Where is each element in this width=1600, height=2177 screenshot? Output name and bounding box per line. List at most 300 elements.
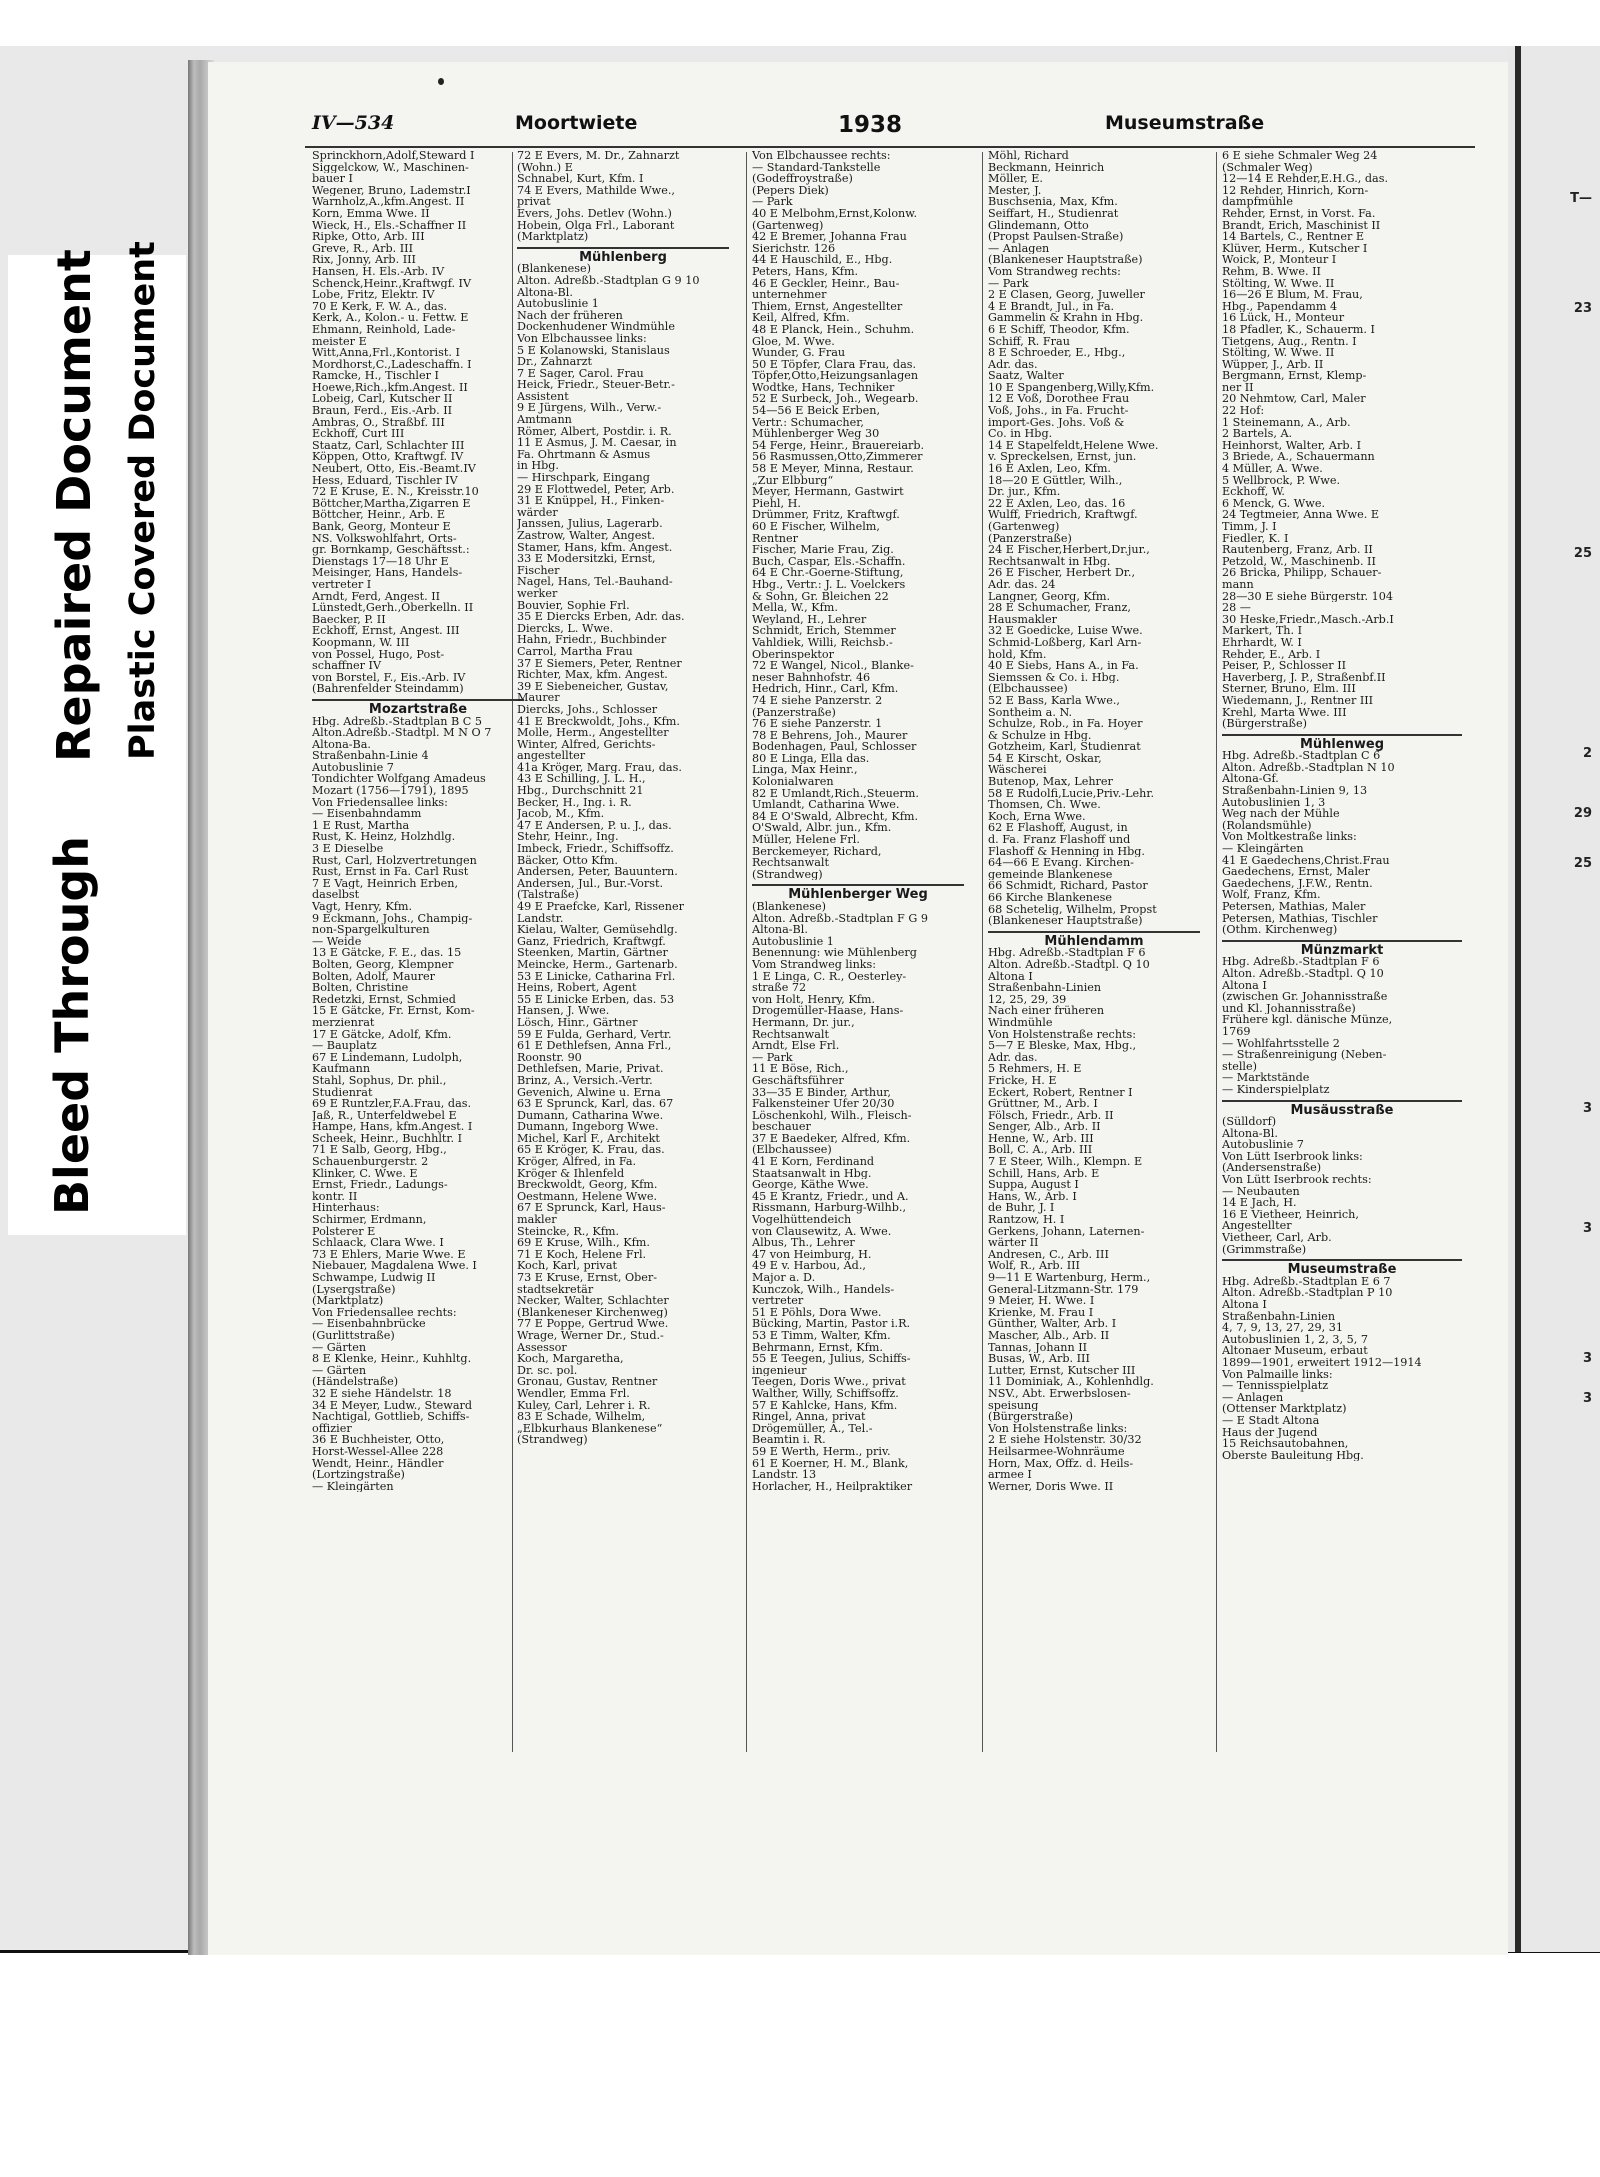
directory-entry: 41 E Gaedechens,Christ.Frau (1222, 854, 1390, 867)
directory-entry: Benennung: wie Mühlenberg (752, 947, 917, 959)
directory-entry: Buschsenia, Max, Kfm. (988, 196, 1118, 208)
directory-entry: Altona I (988, 970, 1033, 983)
neighbor-page-fragment: 3 (1582, 1351, 1592, 1366)
directory-entry: Maurer (517, 692, 560, 704)
directory-entry: Tondichter Wolfgang Amadeus (312, 773, 486, 786)
directory-entry: Alton. Adreßb.-Stadtplan P 10 (1222, 1287, 1393, 1299)
directory-entry: Michel, Karl F., Architekt (517, 1132, 660, 1145)
directory-entry: Straßenbahn-Linien (1222, 1310, 1336, 1323)
directory-entry: Nach einer früheren (988, 1005, 1105, 1017)
label-plastic-covered: Plastic Covered Document (123, 241, 163, 760)
directory-entry: Janssen, Julius, Lagerarb. (517, 518, 663, 530)
directory-entry: Wieck, H., Els.-Schaffner II (312, 219, 467, 232)
directory-entry: Schmidt, Erich, Stemmer (752, 625, 896, 637)
directory-entry: Angestellter (1222, 1220, 1292, 1233)
directory-entry: 9 Eckmann, Johs., Champig- (312, 912, 473, 925)
directory-entry: und Kl. Johannisstraße) (1222, 1002, 1356, 1015)
directory-entry: 74 E siehe Panzerstr. 2 (752, 694, 883, 707)
directory-entry: Witt,Anna,Frl.,Kontorist. I (312, 347, 460, 359)
directory-entry: „Zur Elbburg“ (752, 474, 834, 487)
directory-entry: 50 E Töpfer, Clara Frau, das. (752, 358, 917, 371)
directory-entry: (Propst Paulsen-Straße) (988, 231, 1124, 243)
directory-entry: 54 E Kirscht, Oskar, (988, 752, 1102, 765)
directory-entry: Adr. das. (988, 358, 1038, 371)
directory-entry: 7 E Steer, Wilh., Klempn. E (988, 1156, 1143, 1168)
directory-entry: (Othm. Kirchenweg) (1222, 924, 1338, 936)
directory-entry: Gronau, Gustav, Rentner (517, 1376, 658, 1388)
directory-column-5 (1222, 150, 1462, 1850)
directory-entry: — Straßenreinigung (Neben- (1222, 1049, 1387, 1061)
directory-entry: Vahldiek, Willi, Reichsb.- (752, 636, 893, 649)
directory-entry: 72 E Kruse, E. N., Kreisstr.10 (312, 486, 479, 498)
directory-entry: Wendt, Heinr., Händler (312, 1457, 444, 1470)
directory-entry: 11 E Böse, Rich., (752, 1063, 849, 1075)
directory-entry: Mascher, Alb., Arb. II (988, 1329, 1110, 1342)
directory-entry: 55 E Linicke Erben, das. 53 (517, 993, 675, 1006)
directory-entry: Markert, Th. I (1222, 625, 1303, 637)
header-left-street: Moortwiete (515, 112, 638, 134)
directory-entry: (Gartenweg) (988, 521, 1060, 533)
directory-entry: & Sohn, Gr. Bleichen 22 (752, 590, 889, 603)
directory-entry: — Kleingärten (312, 1480, 394, 1493)
directory-entry: Mella, W., Kfm. (752, 602, 838, 614)
directory-entry: 56 Rasmussen,Otto,Zimmerer (752, 451, 923, 464)
directory-entry: hold, Kfm. (988, 648, 1047, 661)
directory-entry: Landstr. (517, 912, 564, 925)
directory-entry: Gevenich, Alwine u. Erna (517, 1086, 661, 1099)
directory-entry: Heick, Friedr., Steuer-Betr.- (517, 379, 675, 391)
directory-entry: Koch, Karl, privat (517, 1260, 618, 1272)
directory-entry: 40 E Siebs, Hans A., in Fa. (988, 660, 1139, 672)
directory-entry: 48 E Planck, Hein., Schuhm. (752, 323, 915, 336)
directory-entry: Gaedechens, J.F.W., Rentn. (1222, 877, 1373, 890)
directory-entry: 73 E Kruse, Ernst, Ober- (517, 1272, 658, 1284)
directory-entry: Tietgens, Aug., Rentn. I (1222, 335, 1357, 348)
directory-entry: Alton. Adreßb.-Stadtplan F G 9 (752, 912, 928, 925)
directory-entry: von Clausewitz, A. Wwe. (752, 1225, 892, 1238)
directory-entry: Becker, H., Ing. i. R. (517, 796, 632, 809)
directory-entry: Fricke, H. E (988, 1074, 1057, 1087)
directory-entry: 5 Wellbrock, P. Wwe. (1222, 474, 1341, 487)
directory-entry: 69 E Kruse, Wilh., Kfm. (517, 1237, 650, 1249)
directory-entry: 20 Nehmtow, Carl, Maler (1222, 393, 1366, 406)
directory-entry: v. Spreckelsen, Ernst, jun. (988, 451, 1137, 464)
directory-entry: 8 E Schroeder, E., Hbg., (988, 347, 1126, 359)
directory-entry: Altona-Bl. (1222, 1127, 1278, 1140)
directory-entry: 62 E Flashoff, August, in (988, 822, 1128, 835)
directory-entry: Thiem, Ernst, Angestellter (752, 300, 903, 313)
directory-entry: 36 E Buchheister, Otto, (312, 1434, 445, 1446)
directory-entry: (Lortzingstraße) (312, 1469, 405, 1481)
directory-entry: werker (517, 587, 558, 600)
directory-entry: Rantzow, H. I (988, 1214, 1065, 1226)
directory-entry: 5 Rehmers, H. E (988, 1063, 1082, 1075)
directory-entry: 37 E Siemers, Peter, Rentner (517, 657, 682, 670)
directory-entry: Keil, Alfred, Kfm. (752, 312, 850, 324)
directory-entry: Horlacher, H., Heilpraktiker (752, 1480, 913, 1493)
directory-entry: von Borstel, F., Eis.-Arb. IV (312, 671, 466, 684)
directory-entry: 2 E Clasen, Georg, Juweller (988, 289, 1145, 301)
directory-entry: 9 E Jürgens, Wilh., Verw.- (517, 402, 662, 415)
directory-entry: Von Moltkestraße links: (1222, 831, 1357, 844)
directory-entry: Möhl, Richard (988, 150, 1069, 162)
directory-entry: Korn, Emma Wwe. II (312, 207, 430, 220)
directory-entry: 37 E Baedeker, Alfred, Kfm. (752, 1132, 911, 1145)
directory-entry: Altona-Gf. (1222, 773, 1279, 786)
directory-entry: Polsterer E (312, 1225, 376, 1238)
directory-column-4 (988, 150, 1200, 1850)
directory-entry: Autobuslinie 1 (752, 935, 834, 948)
directory-entry: Von Lütt Iserbrook rechts: (1222, 1174, 1372, 1186)
directory-entry: Oberinspektor (752, 648, 834, 661)
directory-entry: Major a. D. (752, 1272, 816, 1284)
directory-entry: Andersen, Peter, Bauuntern. (517, 866, 678, 878)
directory-entry: non-Spargelkulturen (312, 924, 430, 936)
directory-entry: — Park (752, 1051, 793, 1064)
directory-entry: Schenck,Heinr.,Kraftwgf. IV (312, 277, 472, 290)
directory-entry: kontr. II (312, 1190, 358, 1203)
directory-entry: privat (517, 196, 551, 208)
directory-entry: vertreter I (312, 578, 372, 591)
directory-entry: 17 E Gätcke, Adolf, Kfm. (312, 1028, 452, 1041)
directory-entry: Sprinckhorn,Adolf,Steward I (312, 150, 475, 162)
directory-entry: Schwampe, Ludwig II (312, 1272, 436, 1284)
directory-entry: (Bürgerstraße) (1222, 718, 1307, 730)
directory-entry: (Blankenese) (752, 901, 826, 913)
directory-entry: 83 E Schade, Wilhelm, (517, 1411, 646, 1423)
directory-entry: Wäscherei (988, 764, 1047, 777)
directory-entry: Staatz, Carl, Schlachter III (312, 439, 465, 452)
directory-entry: Bolten, Georg, Klempner (312, 958, 454, 971)
directory-entry: Autobuslinien 1, 3 (1222, 796, 1326, 809)
directory-entry: Hahn, Friedr., Buchbinder (517, 634, 667, 646)
directory-entry: 22 Hof: (1222, 405, 1265, 417)
directory-entry: 2 E siehe Holstenstr. 30/32 (988, 1434, 1142, 1446)
directory-entry: 31 E Knüppel, H., Finken- (517, 495, 665, 507)
directory-entry: neser Bahnhofstr. 46 (752, 671, 871, 684)
directory-entry: 5 E Kolanowski, Stanislaus (517, 344, 670, 357)
directory-entry: 49 E v. Harbou, Ad., (752, 1260, 866, 1272)
directory-entry: Steincke, R., Kfm. (517, 1225, 620, 1238)
directory-entry: Rehm, B. Wwe. II (1222, 265, 1321, 278)
directory-entry: Stölting, W. Wwe. II (1222, 347, 1335, 359)
directory-entry: (Rolandsmühle) (1222, 819, 1312, 832)
directory-entry: Berckemeyer, Richard, (752, 845, 882, 858)
directory-entry: — Hirschpark, Eingang (517, 472, 650, 484)
directory-entry: Hbg. Adreßb.-Stadtplan F 6 (988, 947, 1146, 959)
directory-entry: Petzold, W., Maschinenb. II (1222, 555, 1376, 568)
directory-entry: — Tennisspielplatz (1222, 1380, 1329, 1392)
directory-entry: 59 E Fulda, Gerhard, Vertr. (517, 1028, 672, 1041)
directory-entry: — Marktstände (1222, 1072, 1310, 1084)
street-heading: Musäusstraße (1222, 1100, 1462, 1117)
directory-entry: Vagt, Henry, Kfm. (312, 901, 413, 913)
directory-entry: Dr. jur., Kfm. (988, 486, 1061, 498)
directory-entry: 10 E Spangenberg,Willy,Kfm. (988, 381, 1155, 394)
directory-entry: Von Holstenstraße rechts: (988, 1028, 1137, 1041)
directory-entry: Walther, Willy, Schiffsoffz. (752, 1387, 899, 1400)
directory-entry: Heins, Robert, Agent (517, 982, 637, 994)
directory-entry: 11 Dominiak, A., Kohlenhdlg. (988, 1376, 1154, 1388)
directory-entry: Altona-Ba. (312, 738, 371, 751)
directory-entry: Bodenhagen, Paul, Schlosser (752, 741, 917, 753)
directory-entry: Vertr.: Schumacher, (752, 416, 864, 429)
directory-entry: Von Holstenstraße links: (988, 1422, 1128, 1435)
directory-column-1 (312, 150, 524, 1850)
directory-entry: 16 E Axlen, Leo, Kfm. (988, 463, 1111, 475)
directory-entry: Alton.Adreßb.-Stadtpl. M N O 7 (312, 727, 492, 739)
directory-entry: Ambras, O., Straßbf. III (312, 416, 445, 429)
directory-entry: 42 E Bremer, Johanna Frau (752, 231, 907, 243)
directory-entry: Von Lütt Iserbrook links: (1222, 1150, 1363, 1163)
directory-entry: Assessor (517, 1341, 567, 1354)
directory-entry: Kerk, A., Kolon.- u. Fettw. E (312, 312, 469, 324)
directory-entry: Köppen, Otto, Kraftwgf. IV (312, 451, 464, 464)
directory-entry: Bank, Georg, Monteur E (312, 521, 451, 533)
directory-entry: (zwischen Gr. Johannisstraße (1222, 991, 1388, 1003)
directory-entry: Hermann, Dr. jur., (752, 1016, 855, 1029)
directory-entry: Sterner, Bruno, Elm. III (1222, 683, 1356, 695)
directory-entry: 4 E Brandt, Jul., in Fa. (988, 300, 1115, 313)
directory-entry: Straßenbahn-Linien (988, 982, 1102, 994)
directory-entry: Ringel, Anna, privat (752, 1411, 866, 1423)
directory-entry: Autobuslinie 1 (517, 298, 599, 310)
directory-entry: meister E (312, 335, 367, 348)
directory-entry: Piehl, H. (752, 497, 801, 510)
neighbor-page-fragment: 23 (1573, 301, 1592, 316)
directory-entry: Schlaack, Clara Wwe. I (312, 1237, 444, 1249)
neighbor-page-fragment: 2 (1582, 746, 1592, 761)
directory-entry: Lobe, Fritz, Elektr. IV (312, 289, 435, 301)
directory-entry: Tannas, Johann II (988, 1341, 1088, 1354)
directory-entry: 54 Ferge, Heinr., Brauereiarb. (752, 439, 925, 452)
directory-entry: Vom Strandweg rechts: (988, 265, 1121, 278)
directory-entry: Schill, Hans, Arb. E (988, 1167, 1100, 1180)
directory-entry: 4, 7, 9, 13, 27, 29, 31 (1222, 1322, 1343, 1334)
directory-entry: Gotzheim, Karl, Studienrat (988, 741, 1141, 753)
directory-entry: (Gartenweg) (752, 219, 824, 232)
directory-entry: 6 E siehe Schmaler Weg 24 (1222, 150, 1378, 162)
directory-entry: Wegener, Bruno, Lademstr.I (312, 184, 471, 197)
directory-entry: Niebauer, Magdalena Wwe. I (312, 1260, 477, 1272)
directory-entry: Alton. Adreßb.-Stadtplan G 9 10 (517, 274, 700, 287)
directory-entry: Nach der früheren (517, 309, 623, 322)
directory-entry: 67 E Sprunck, Karl, Haus- (517, 1202, 666, 1215)
directory-entry: Hampe, Hans, kfm.Angest. I (312, 1121, 473, 1133)
directory-entry: Seiffart, H., Studienrat (988, 207, 1119, 220)
directory-entry: Schulze, Rob., in Fa. Hoyer (988, 718, 1143, 730)
directory-entry: Bouvier, Sophie Frl. (517, 599, 630, 612)
street-heading: Mühlendamm (988, 931, 1200, 948)
directory-entry: 46 E Geckler, Heinr., Bau- (752, 277, 900, 290)
directory-entry: Hansen, J. Wwe. (517, 1005, 610, 1017)
directory-entry: 67 E Lindemann, Ludolph, (312, 1051, 463, 1064)
directory-entry: Bergmann, Ernst, Klemp- (1222, 370, 1367, 382)
directory-entry: 24 Tegtmeier, Anna Wwe. E (1222, 509, 1380, 521)
directory-entry: Hess, Eduard, Tischler IV (312, 474, 458, 487)
directory-entry: unternehmer (752, 289, 827, 301)
directory-entry: 52 E Surbeck, Joh., Wegearb. (752, 393, 919, 406)
directory-entry: angestellter (517, 750, 586, 762)
directory-entry: 8 E Klenke, Heinr., Kuhhltg. (312, 1353, 472, 1365)
directory-entry: Von Palmaille links: (1222, 1368, 1333, 1381)
directory-entry: 28 E Schumacher, Franz, (988, 602, 1131, 614)
street-heading: Mühlenberg (517, 247, 729, 264)
directory-entry: 26 Bricka, Philipp, Schauer- (1222, 567, 1382, 579)
directory-entry: Alton. Adreßb.-Stadtplan N 10 (1222, 761, 1395, 774)
directory-entry: — Park (988, 277, 1029, 290)
directory-entry: Hbg., Vertr.: J. L. Voelckers (752, 578, 906, 591)
directory-entry: 1 E Rust, Martha (312, 819, 410, 832)
directory-entry: Müller, Helene Frl. (752, 834, 860, 846)
directory-entry: Albus, Th., Lehrer (752, 1237, 855, 1249)
directory-entry: Altonaer Museum, erbaut (1222, 1345, 1368, 1357)
directory-entry: Fiedler, K. I (1222, 532, 1289, 545)
directory-entry: Rechtsanwalt (752, 1028, 829, 1041)
directory-entry: mann (1222, 578, 1254, 591)
directory-entry: Hobein, Olga Frl., Laborant (517, 219, 675, 232)
directory-entry: 7 E Vagt, Heinrich Erben, (312, 877, 459, 890)
directory-entry: 14 Bartels, C., Rentner E (1222, 231, 1365, 243)
directory-entry: 58 E Rudolfi,Lucie,Priv.-Lehr. (988, 787, 1155, 800)
directory-entry: Hausmakler (988, 613, 1057, 626)
directory-entry: Lünstedt,Gerh.,Oberkelln. II (312, 602, 474, 614)
directory-entry: Grüttner, M., Arb. I (988, 1098, 1098, 1110)
directory-entry: 35 E Diercks Erben, Adr. das. (517, 611, 685, 623)
directory-entry: schaffner IV (312, 660, 382, 672)
directory-entry: Warnholz,A.,kfm.Angest. II (312, 196, 465, 208)
directory-entry: — Gärten (312, 1364, 367, 1377)
directory-entry: 76 E siehe Panzerstr. 1 (752, 718, 883, 730)
directory-entry: Meyer, Hermann, Gastwirt (752, 486, 904, 498)
directory-entry: Krehl, Marta Wwe. III (1222, 706, 1347, 719)
directory-entry: Horn, Max, Offz. d. Heils- (988, 1457, 1134, 1470)
directory-entry: Dumann, Ingeborg Wwe. (517, 1121, 659, 1133)
directory-entry: 16 Lück, H., Monteur (1222, 312, 1345, 324)
directory-entry: Hbg. Adreßb.-Stadtplan E 6 7 (1222, 1275, 1391, 1288)
directory-entry: Teegen, Doris Wwe., privat (752, 1376, 906, 1388)
directory-entry: (Blankeneser Hauptstraße) (988, 254, 1143, 266)
directory-entry: 77 E Poppe, Gertrud Wwe. (517, 1318, 669, 1330)
directory-entry: Busas, W., Arb. III (988, 1353, 1090, 1365)
directory-entry: Wodtke, Hans, Techniker (752, 381, 895, 394)
directory-entry: 30 Heske,Friedr.,Masch.-Arb.I (1222, 613, 1394, 626)
directory-entry: 69 E Runtzler,F.A.Frau, das. (312, 1098, 472, 1110)
directory-entry: Rehder, E., Arb. I (1222, 648, 1321, 661)
directory-entry: 14 E Stapelfeldt,Helene Wwe. (988, 439, 1159, 452)
directory-entry: Eckert, Robert, Rentner I (988, 1086, 1133, 1099)
directory-entry: 2 Bartels, A. (1222, 428, 1293, 440)
directory-entry: 12—14 E Rehder,E.H.G., das. (1222, 173, 1389, 185)
directory-entry: Winter, Alfred, Gerichts- (517, 738, 656, 751)
directory-entry: Butenop, Max, Lehrer (988, 776, 1113, 788)
directory-entry: Andersen, Jul., Bur.-Vorst. (517, 877, 664, 890)
directory-entry: Schauenburgerstr. 2 (312, 1156, 429, 1168)
neighbor-page-fragment: 25 (1573, 856, 1592, 871)
directory-entry: (Blankeneser Kirchenweg) (517, 1306, 668, 1319)
directory-entry: Koch, Margaretha, (517, 1353, 624, 1365)
directory-entry: 9 Meier, H. Wwe. I (988, 1295, 1095, 1307)
directory-entry: 6 Menck, G. Wwe. (1222, 497, 1326, 510)
directory-entry: Gammelin & Krahn in Hbg. (988, 312, 1144, 324)
directory-entry: 39 E Siebeneicher, Gustav, (517, 680, 669, 693)
directory-entry: Klüver, Herm., Kutscher I (1222, 242, 1368, 255)
directory-entry: 70 E Kerk, F. W. A., das. (312, 300, 448, 313)
directory-entry: 51 E Pöhls, Dora Wwe. (752, 1306, 882, 1319)
directory-entry: Straßenbahn-Linie 4 (312, 750, 429, 762)
directory-entry: 26 E Fischer, Herbert Dr., (988, 567, 1136, 579)
directory-entry: — Bauplatz (312, 1040, 377, 1052)
directory-entry: Beamtin i. R. (752, 1434, 826, 1446)
directory-entry: Petersen, Mathias, Tischler (1222, 912, 1378, 925)
directory-entry: (Blankenese) (517, 263, 591, 275)
directory-entry: Brinz, A., Versich.-Vertr. (517, 1074, 653, 1087)
directory-entry: Neubert, Otto, Eis.-Beamt.IV (312, 463, 476, 475)
directory-entry: 84 E O'Swald, Albrecht, Kfm. (752, 810, 919, 823)
directory-column-3 (752, 150, 964, 1850)
directory-entry: — Wohlfahrtsstelle 2 (1222, 1037, 1340, 1050)
directory-entry: Rust, Carl, Holzvertretungen (312, 854, 477, 867)
directory-entry: Hansen, H. Els.-Arb. IV (312, 265, 445, 278)
directory-entry: Krienke, M. Frau I (988, 1306, 1094, 1319)
directory-entry: 61 E Koerner, H. M., Blank, (752, 1457, 909, 1470)
directory-entry: George, Käthe Wwe. (752, 1179, 869, 1191)
directory-entry: — Kinderspielplatz (1222, 1083, 1330, 1096)
directory-entry: Saatz, Walter (988, 370, 1064, 382)
directory-entry: Zastrow, Walter, Angest. (517, 530, 656, 542)
directory-entry: Römer, Albert, Postdir. i. R. (517, 425, 672, 438)
directory-entry: Diercks, Johs., Schlosser (517, 703, 658, 716)
directory-entry: 1769 (1222, 1025, 1251, 1038)
directory-entry: 13 E Gätcke, F. E., das. 15 (312, 947, 462, 959)
directory-entry: Eckhoff, Curt III (312, 428, 405, 440)
directory-entry: Schnabel, Kurt, Kfm. I (517, 173, 644, 185)
directory-entry: Ripke, Otto, Arb. III (312, 231, 425, 243)
directory-entry: import-Ges. Johs. Voß & (988, 416, 1125, 429)
directory-entry: (Elbchaussee) (752, 1144, 832, 1157)
directory-entry: Richter, Max, kfm. Angest. (517, 669, 668, 681)
directory-entry: 80 E Linga, Ella das. (752, 752, 870, 765)
directory-entry: Amtmann (517, 414, 572, 426)
directory-entry: — Kleingärten (1222, 843, 1304, 855)
directory-entry: — Anlagen (988, 242, 1050, 255)
directory-entry: Wulff, Friedrich, Kraftwgf. (988, 509, 1138, 521)
directory-entry: (Lysergstraße) (312, 1283, 396, 1296)
directory-entry: Dethlefsen, Marie, Privat. (517, 1063, 664, 1075)
directory-entry: Breckwoldt, Georg, Kfm. (517, 1179, 658, 1191)
directory-entry: merzienrat (312, 1016, 375, 1029)
directory-entry: Fischer, Marie Frau, Zig. (752, 544, 894, 556)
directory-entry: Wiedemann, J., Rentner III (1222, 694, 1374, 707)
directory-entry: Rentner (752, 532, 798, 545)
directory-entry: Schmid-Loßberg, Karl Arn- (988, 636, 1142, 649)
directory-entry: 16 E Vietheer, Heinrich, (1222, 1208, 1359, 1221)
directory-entry: 22 E Axlen, Leo, das. 16 (988, 497, 1126, 510)
directory-entry: Hinterhaus: (312, 1202, 380, 1215)
directory-entry: Meincke, Herm., Gartenarb. (517, 958, 678, 971)
directory-entry: 72 E Wangel, Nicol., Blanke- (752, 660, 914, 672)
directory-entry: 53 E Linicke, Catharina Frl. (517, 970, 676, 983)
directory-entry: offizier (312, 1422, 352, 1435)
directory-entry: Rix, Jonny, Arb. III (312, 254, 416, 266)
directory-entry: 41 E Breckwoldt, Johs., Kfm. (517, 715, 680, 728)
directory-entry: Boll, C. A., Arb. III (988, 1144, 1093, 1157)
directory-entry: 74 E Evers, Mathilde Wwe., (517, 184, 675, 197)
directory-entry: Fischer (517, 564, 560, 577)
directory-entry: Wendler, Emma Frl. (517, 1387, 630, 1400)
directory-entry: Ernst, Friedr., Ladungs- (312, 1179, 448, 1191)
directory-entry: Co. in Hbg. (988, 428, 1053, 440)
